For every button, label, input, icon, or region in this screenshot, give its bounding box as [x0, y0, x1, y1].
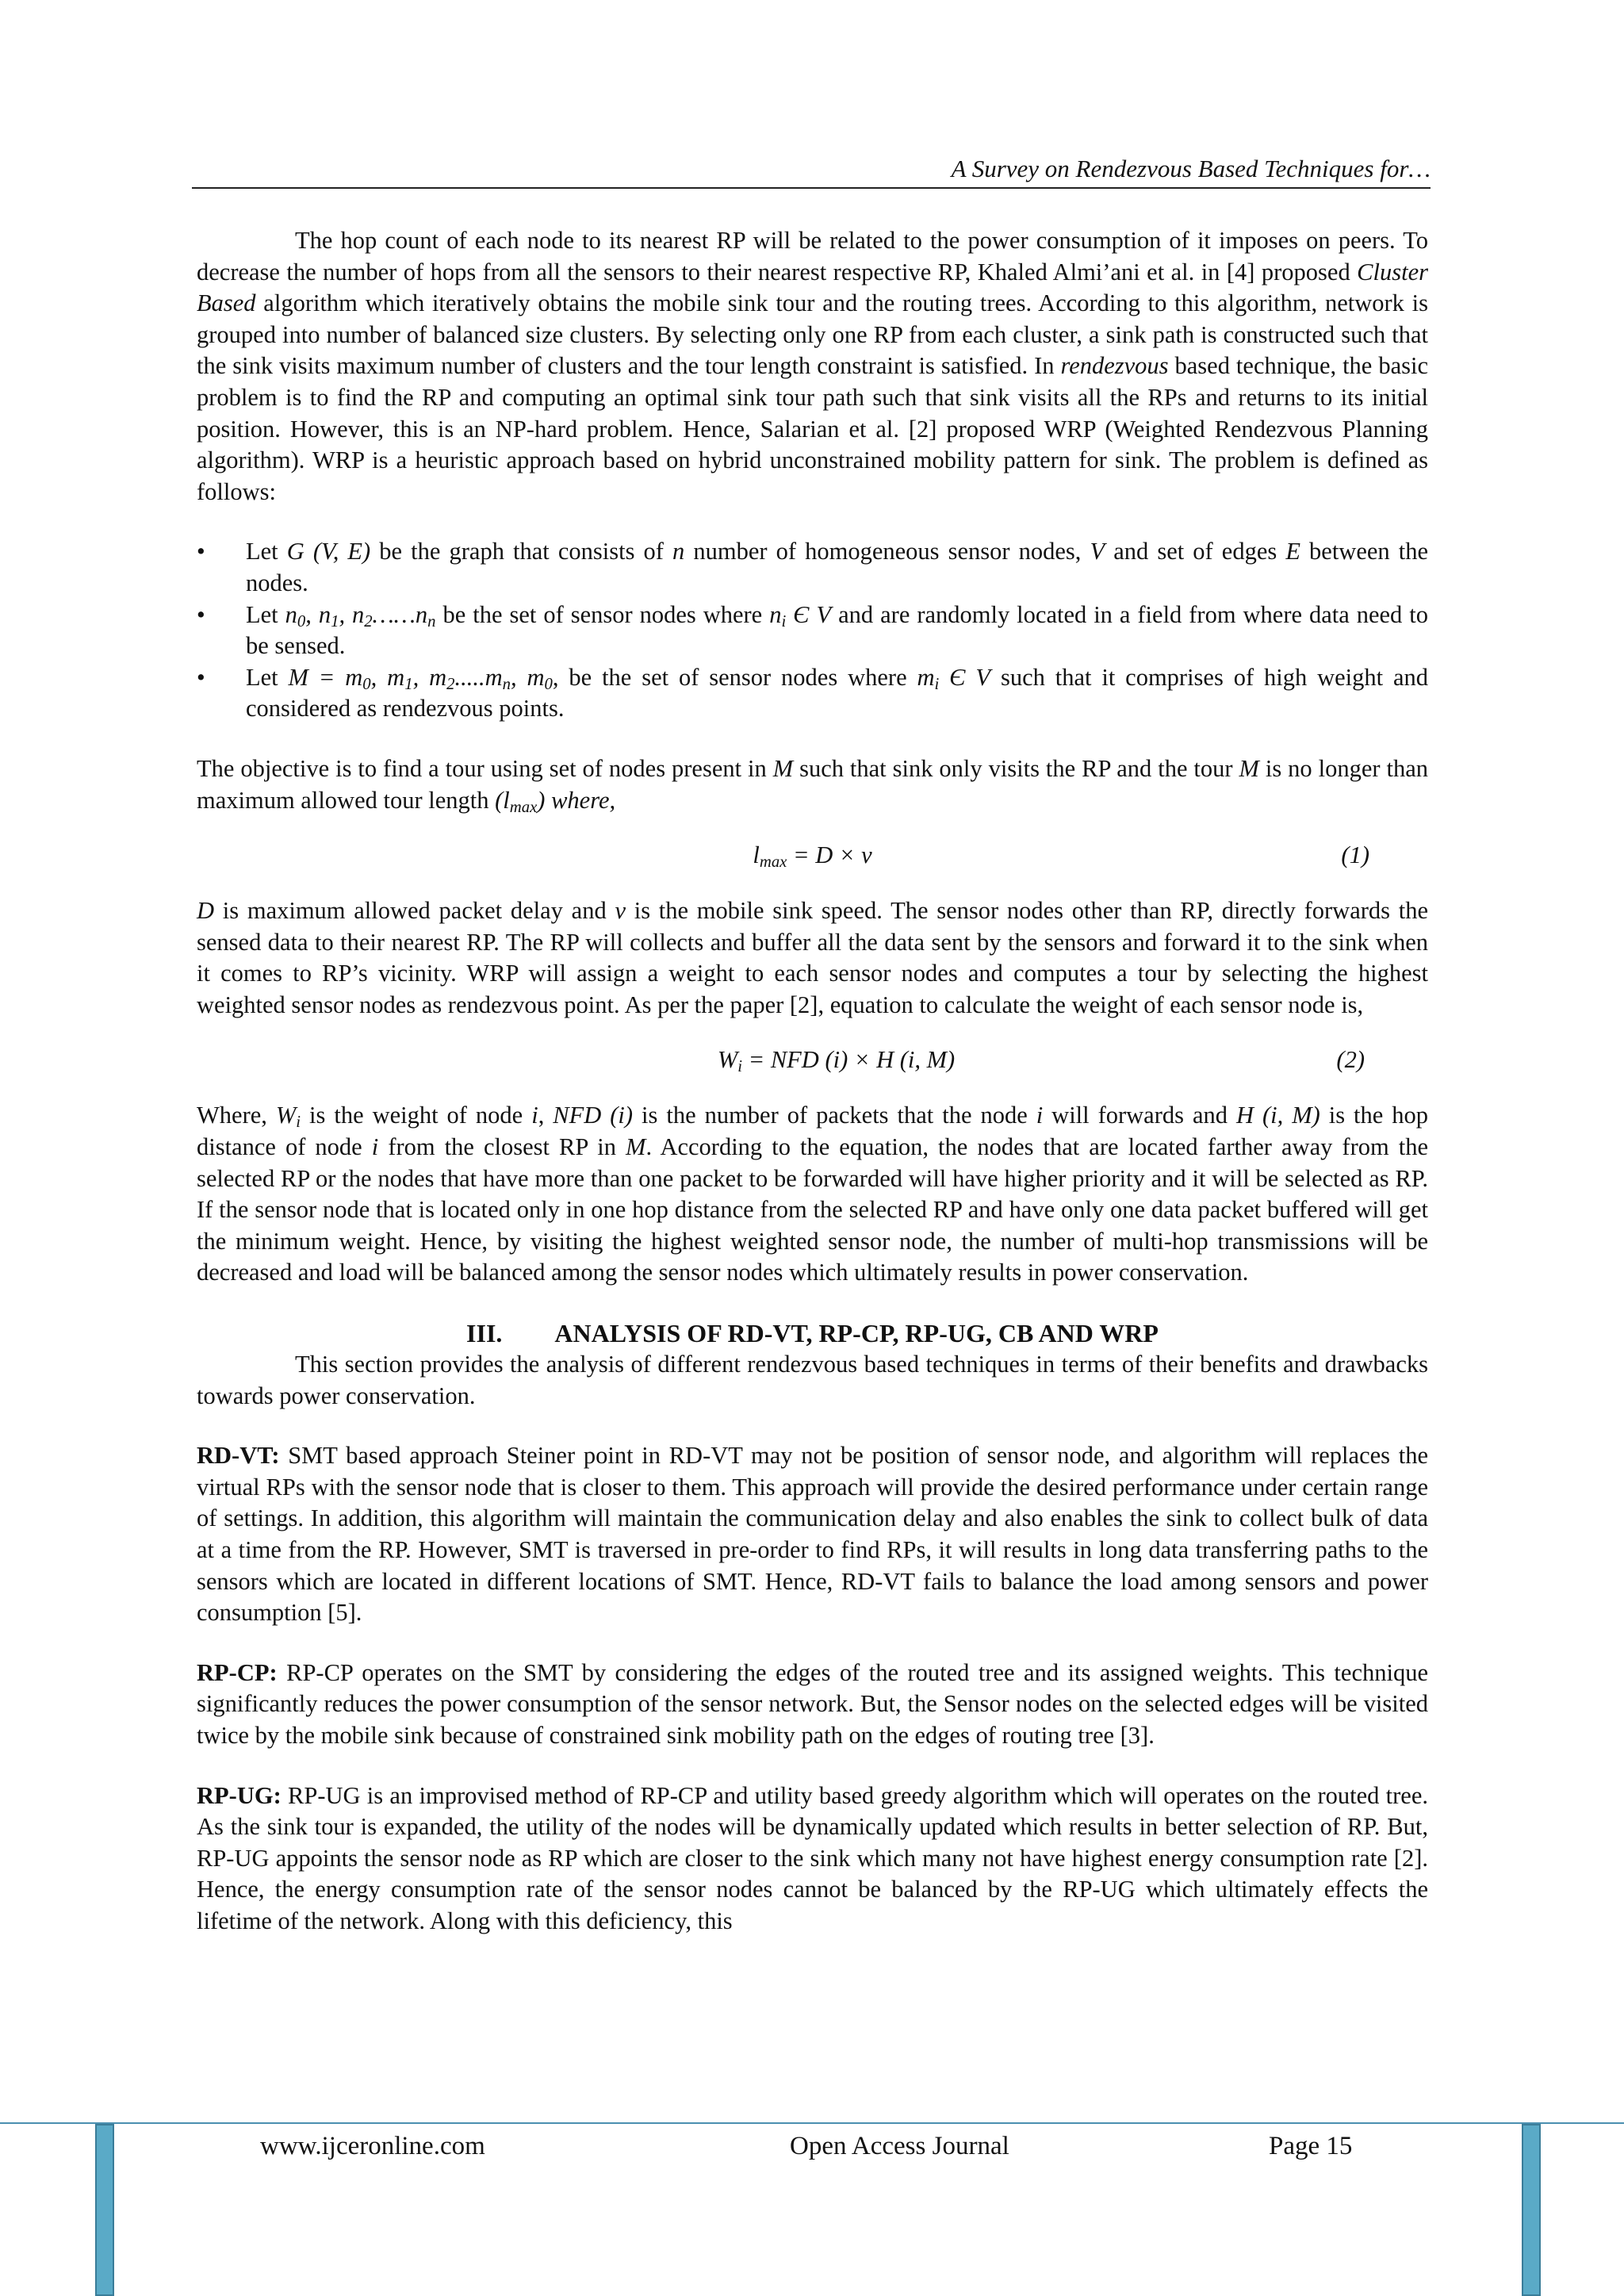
equation-1 [197, 840, 1428, 872]
bullet-icon: • [197, 538, 205, 565]
section-number: III. [466, 1319, 503, 1348]
equation-2-expression: $W_i$ = NFD (i) × H (i, M) [717, 1046, 956, 1076]
equation-2-number: (2) [1336, 1046, 1365, 1074]
equation-1-number: (1) [1341, 841, 1369, 869]
term-label: RP-CP: [197, 1658, 278, 1686]
footer-page-number: Page 15 [1269, 2132, 1353, 2160]
footer-website: www.ijceronline.com [260, 2132, 485, 2160]
page-body [197, 225, 1428, 1938]
bullet-icon: • [197, 600, 205, 628]
bullet-icon: • [197, 663, 205, 691]
equation-2 [197, 1045, 1428, 1076]
paragraph-rp-ug: RP-UG: RP-UG is an improvised method of RP-CP and utility based greedy algorithm which will operates on the routed tree. As the sink tour is expanded, the utility of the nodes will be dynamically updated which results in better selection of RP. But, RP-UG appoints the sensor node as RP which are closer to the sink which many not have highest energy consumption rate [2]. Hence, the energy consumption rate of the sensor nodes cannot be balanced by the RP-UG which ultimately effects the lifetime of the network. Along with this deficiency, this [197, 1781, 1428, 1934]
paragraph-rp-cp: RP-CP: RP-CP operates on the SMT by considering the edges of the routed tree and its assigned weights. This technique significantly reduces the power consumption of the sensor network. But, the Sensor nodes on the selected edges will be visited twice by the mobile sink because of constrained sink mobility path on the edges of routing tree [3]. [197, 1658, 1428, 1749]
list-item: • Let $M = m_0$, $m_1$, $m_2.....m_n$, $m_0$, be the set of sensor nodes where $m_i$ Є V such that it comprises of high weight and considered as rendezvous points. [197, 663, 1429, 723]
paragraph-cluster-based: The hop count of each node to its nearest RP will be related to the power consumption of it imposes on peers. To decrease the number of hops from all the sensors to their nearest respective RP, Khaled Almi’ani et al. in [4] proposed Cluster Based algorithm which iteratively obtains the mobile sink tour and the routing trees. According to this algorithm, network is grouped into number of balanced size clusters. By selecting only one RP from each cluster, a sink path is constructed such that the sink visits maximum number of clusters and the tour length constraint is satisfied. In rendezvous based technique, the basic problem is to find the RP and computing an optimal sink tour path such that sink visits all the RPs and returns to its initial position. However, this is an NP-hard problem. Hence, Salarian et al. [2] proposed WRP (Weighted Rendezvous Planning algorithm). WRP is a heuristic approach based on hybrid unconstrained mobility pattern for sink. The problem is defined as follows: [197, 227, 1428, 505]
section-heading [197, 1317, 1428, 1349]
term-label: RD-VT: [197, 1442, 280, 1470]
footer-left-bar [95, 2124, 114, 2296]
running-title: A Survey on Rendezvous Based Techniques for… [951, 155, 1431, 182]
footer-right-bar [1522, 2124, 1541, 2296]
list-item: • Let G (V, E) be the graph that consists of n number of homogeneous sensor nodes, V and set of edges E between the nodes. [197, 538, 1428, 596]
equation-1-expression: $l_{max} = D \times v$ [753, 841, 872, 872]
term-label: RP-UG: [197, 1781, 282, 1809]
list-item: • Let $n_0$, $n_1$, $n_2\dots\dots n_n$ be the set of sensor nodes where $n_i$ Є V and are randomly located in a field from where data need to be sensed. [197, 600, 1428, 660]
footer-divider [0, 2122, 1624, 2124]
running-header [192, 151, 1431, 189]
footer-journal: Open Access Journal [790, 2132, 1009, 2160]
paragraph-objective: The objective is to find a tour using set of nodes present in M such that sink only visits the RP and the tour M is no longer than maximum allowed tour length $(l_{max})$ where, [197, 754, 1428, 816]
paragraph-wrp-weight: D is maximum allowed packet delay and v is the mobile sink speed. The sensor nodes other than RP, directly forwards the sensed data to their nearest RP. The RP will collects and buffer all the data sent by the sensors and forward it to the sink when it comes to RP’s vicinity. WRP will assign a weight to each sensor nodes and computes a tour by selecting the highest weighted sensor nodes as rendezvous point. As per the paper [2], equation to calculate the weight of each sensor node is, [197, 897, 1429, 1018]
paragraph-rd-vt: RD-VT: SMT based approach Steiner point in RD-VT may not be position of sensor node, and algorithm will replaces the virtual RPs with the sensor node that is closer to them. This approach will provide the desired performance under certain range of settings. In addition, this algorithm will maintain the communication delay and also enables the sink to collect bulk of data at a time from the RP. However, SMT is traversed in pre-order to find RPs, it will results in long data transferring paths to the sensors which are located in different locations of SMT. Hence, RD-VT fails to balance the load among sensors and power consumption [5]. [197, 1442, 1428, 1627]
paragraph-weight-explanation: Where, $W_i$ is the weight of node i, NFD (i) is the number of packets that the node i will forwards and H (i, M) is the hop distance of node i from the closest RP in M. According to the equation, the nodes that are located farther away from the selected RP or the nodes that have more than one packet to be forwarded will have higher priority and it will be selected as RP. If the sensor node that is located only in one hop distance from the selected RP and have only one data packet buffered will get the minimum weight. Hence, by visiting the highest weighted sensor node, the number of multi-hop transmissions will be decreased and load will be balanced among the sensor nodes which ultimately results in power conservation. [197, 1102, 1429, 1286]
section-intro: This section provides the analysis of different rendezvous based techniques in terms of their benefits and drawbacks towards power conservation. [197, 1351, 1428, 1409]
section-title: ANALYSIS OF RD-VT, RP-CP, RP-UG, CB AND WRP [554, 1319, 1159, 1348]
problem-definition-list [197, 536, 1428, 725]
